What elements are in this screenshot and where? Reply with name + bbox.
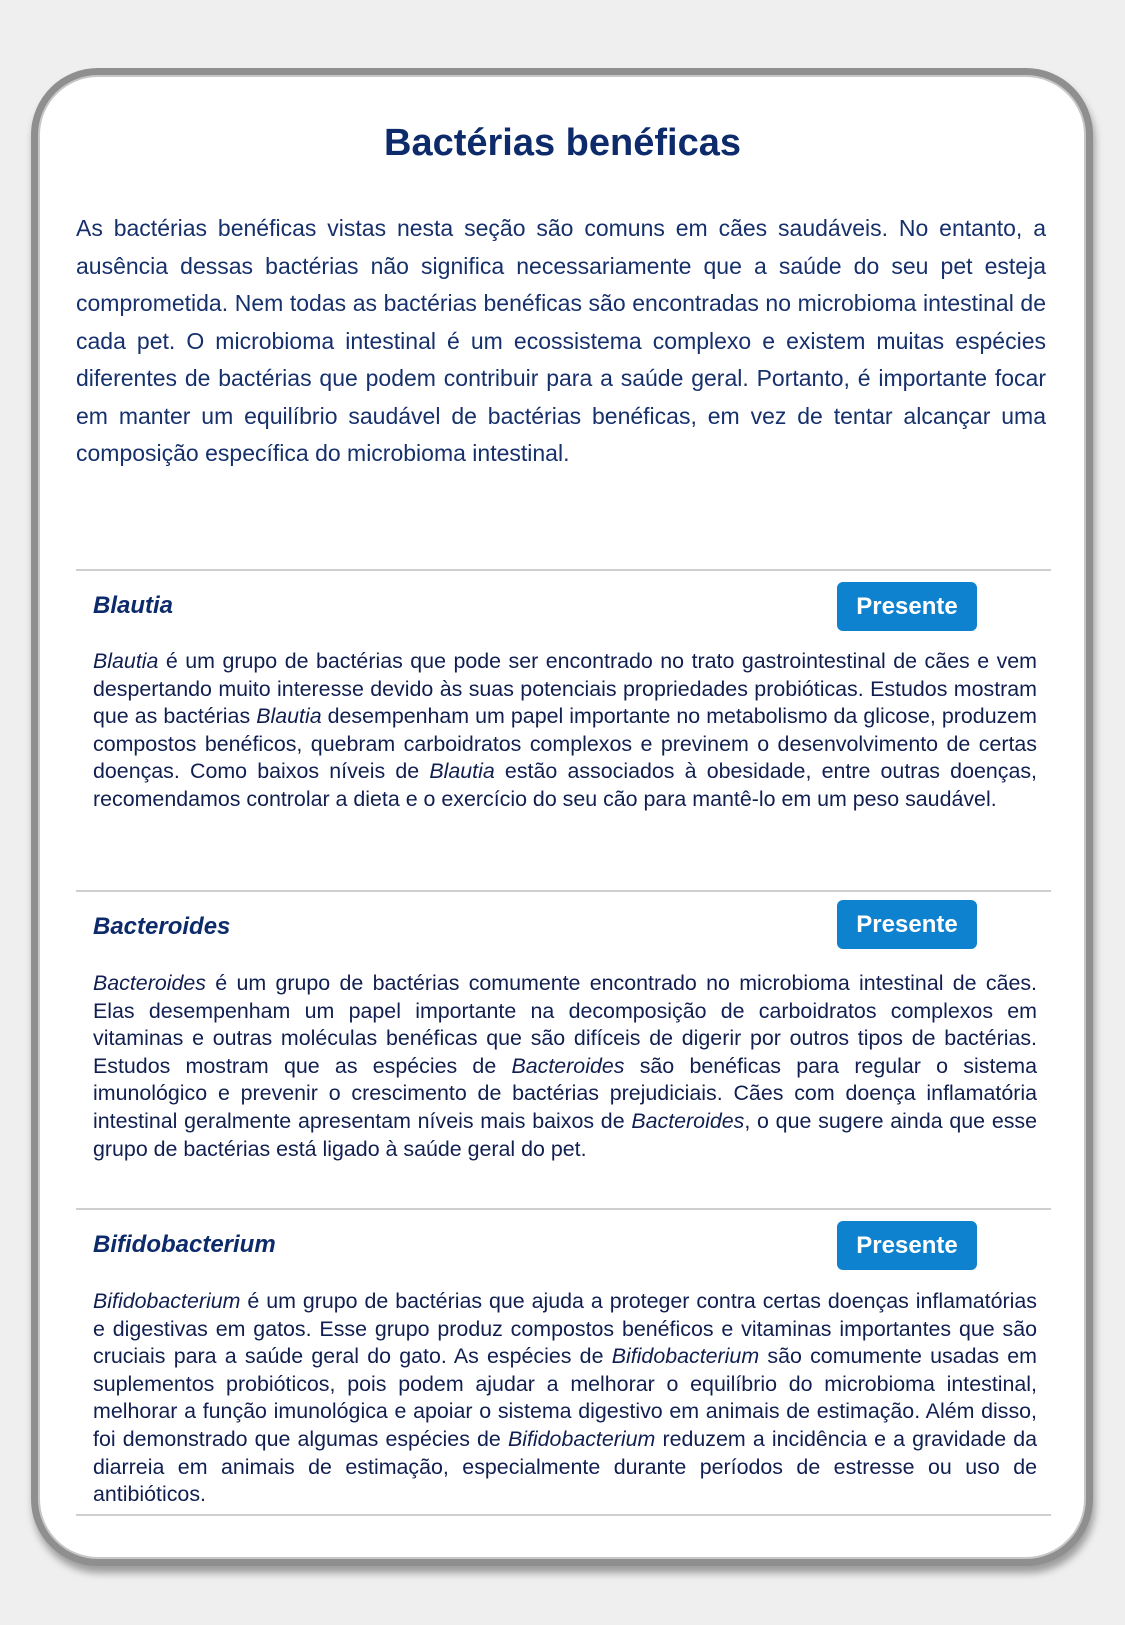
bacteria-name-mention: Blautia bbox=[256, 704, 322, 729]
bacteria-name-mention: Bifidobacterium bbox=[507, 1426, 656, 1451]
description-text: desempenham um papel importante no metabolismo da glicose, produzem compostos benéficos, quebram carboidratos complexos e previnem o desenvolvimento de certas doenças. Como baixos níveis de bbox=[93, 704, 1038, 784]
bacteria-description-blautia bbox=[93, 648, 1037, 814]
description-text: , o que sugere ainda que esse grupo de bactérias está ligado à saúde geral do pet. bbox=[93, 1108, 1037, 1161]
status-badge-bacteroides: Presente bbox=[837, 900, 977, 949]
description-text: estão associados à obesidade, entre outras doenças, recomendamos controlar a dieta e o exercício do seu cão para mantê-lo em um peso saudável. bbox=[93, 759, 1037, 811]
description-text: são benéficas para regular o sistema imunológico e prevenir o crescimento de bactérias prejudiciais. Cães com doença inflamatória intestinal geralmente apresentam níveis mais baixos de bbox=[93, 1053, 1037, 1133]
intro-paragraph: As bactérias benéficas vistas nesta seção são comuns em cães saudáveis. No entanto, a ausência dessas bactérias não significa necessariamente que a saúde do seu pet esteja comprometida. Nem todas as bactérias benéficas são encontradas no microbioma intestinal de cada pet. O microbioma intestinal é um ecossistema complexo e existem muitas espécies diferentes de bactérias que podem contribuir para a saúde geral. Portanto, é importante focar em manter um equilíbrio saudável de bactérias benéficas, em vez de tentar alcançar uma composição específica do microbioma intestinal. bbox=[76, 215, 1046, 466]
bacteria-name-mention: Bacteroides bbox=[631, 1108, 745, 1133]
description-text: é um grupo de bactérias que ajuda a proteger contra certas doenças inflamatórias e digestivas em gatos. Esse grupo produz compostos benéficos e vitaminas importantes que são cruciais para a saúde geral do gato. As espécies de bbox=[93, 1289, 1037, 1369]
bacteria-name-mention: Bifidobacterium bbox=[93, 1289, 241, 1313]
bacteria-name-mention: Bifidobacterium bbox=[611, 1344, 760, 1369]
description-text: é um grupo de bactérias que pode ser encontrado no trato gastrointestinal de cães e vem despertando muito interesse devido às suas potenciais propriedades probióticas. Estudos mostram que as bactérias bbox=[93, 649, 1037, 729]
page-title: Bactérias benéficas bbox=[384, 122, 741, 164]
description-text: é um grupo de bactérias comumente encontrado no microbioma intestinal de cães. Elas desempenham um papel importante na decomposição de carboidratos complexos em vitaminas e outras moléculas benéficas que são difíceis de digerir por outros tipos de bactérias. Estudos mostram que as espécies de bbox=[93, 971, 1037, 1078]
bacteria-name-bacteroides: Bacteroides bbox=[93, 913, 231, 940]
bacteria-name-mention: Blautia bbox=[93, 649, 159, 673]
status-badge-blautia: Presente bbox=[837, 582, 977, 631]
section-divider bbox=[76, 569, 1051, 571]
bacteria-name-mention: Blautia bbox=[429, 759, 495, 784]
section-divider bbox=[76, 890, 1051, 892]
bacteria-name-mention: Bacteroides bbox=[511, 1053, 625, 1078]
status-badge-bifidobacterium: Presente bbox=[837, 1221, 977, 1270]
section-divider bbox=[76, 1514, 1051, 1516]
bacteria-name-bifidobacterium: Bifidobacterium bbox=[93, 1231, 276, 1258]
section-divider bbox=[76, 1208, 1051, 1210]
description-text: são comumente usadas em suplementos probióticos, pois podem ajudar a melhorar o equilíbrio do microbioma intestinal, melhorar a função imunológica e apoiar o sistema digestivo em animais de estimação. Além disso, foi demonstrado que algumas espécies de bbox=[93, 1344, 1038, 1451]
bacteria-name-mention: Bacteroides bbox=[93, 971, 206, 995]
bacteria-name-blautia: Blautia bbox=[93, 592, 174, 619]
bacteria-description-bifidobacterium bbox=[93, 1288, 1037, 1509]
bacteria-description-bacteroides bbox=[93, 970, 1037, 1163]
description-text: reduzem a incidência e a gravidade da diarreia em animais de estimação, especialmente durante períodos de estresse ou uso de antibióticos. bbox=[93, 1426, 1037, 1507]
